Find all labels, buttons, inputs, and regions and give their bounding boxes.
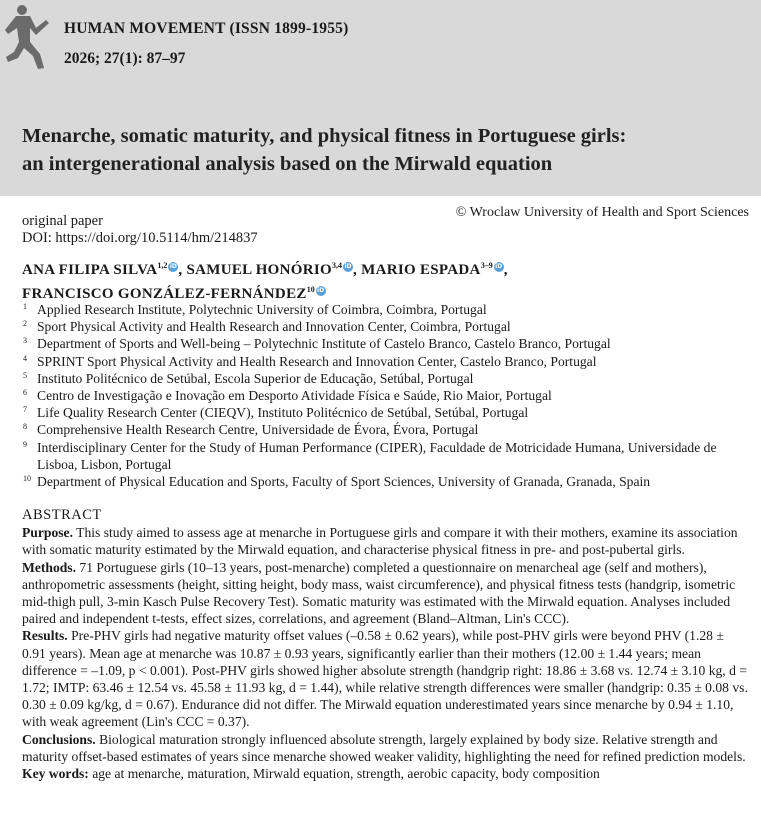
author-name: FRANCISCO GONZÁLEZ-FERNÁNDEZ xyxy=(22,286,307,302)
affiliation-text: Comprehensive Health Research Centre, Universidade de Évora, Évora, Portugal xyxy=(37,422,479,438)
affiliation-text: Interdisciplinary Center for the Study of Human Performance (CIPER), Faculdade de Motricidade Humana, Universidade de Lisboa, Lisbon, Portugal xyxy=(37,439,717,472)
affiliation-number: 4 xyxy=(23,353,27,363)
affiliation-number: 10 xyxy=(23,474,31,484)
affiliation-number: 2 xyxy=(23,319,27,329)
results-label: Results. xyxy=(22,628,68,644)
author-separator: , xyxy=(353,262,362,278)
methods-text: 71 Portuguese girls (10–13 years, post-menarche) completed a questionnaire on menarcheal age (self and mothers), anthropometric assessments (height, sitting height, body mass, waist circumference), and physical fitness tests (handgrip, isometric mid-thigh pull, 3-min Kasch Pulse Recovery Test). Somatic maturity was estimated with the Mirwald equation. Analyses included paired and independent t-tests, effect sizes, correlations, and agreement (Bland–Altman, Lin's CCC). xyxy=(22,559,736,627)
abstract-purpose xyxy=(22,524,749,558)
conclusions-label: Conclusions. xyxy=(22,731,96,747)
orcid-icon[interactable]: iD xyxy=(169,263,177,270)
affiliation-text: Department of Sports and Well-being – Polytechnic Institute of Castelo Branco, Castelo Branco, Portugal xyxy=(37,336,611,352)
affiliation-number: 8 xyxy=(23,422,27,432)
author-affiliation-ref: 1,2 xyxy=(157,261,168,270)
affiliation-text: Centro de Investigação e Inovação em Desporto Atividade Física e Saúde, Rio Maior, Portugal xyxy=(37,388,552,404)
affiliation-item xyxy=(22,353,742,370)
doi-link[interactable]: DOI: https://doi.org/10.5114/hm/214837 xyxy=(22,230,258,246)
affiliation-text: Life Quality Research Center (CIEQV), Instituto Politécnico de Setúbal, Setúbal, Portugal xyxy=(37,405,529,421)
affiliation-item xyxy=(22,387,742,404)
keywords-label: Key words: xyxy=(22,766,89,782)
abstract-section xyxy=(22,507,749,782)
article-title-line-1: Menarche, somatic maturity, and physical fitness in Portuguese girls: xyxy=(22,125,627,147)
article-title xyxy=(22,122,742,178)
affiliation-item xyxy=(22,404,742,421)
affiliation-number: 5 xyxy=(23,370,27,380)
abstract-results xyxy=(22,627,749,730)
orcid-icon[interactable]: iD xyxy=(317,287,325,294)
orcid-icon[interactable]: iD xyxy=(495,263,503,270)
affiliation-text: Sport Physical Activity and Health Research and Innovation Center, Coimbra, Portugal xyxy=(37,319,511,335)
affiliation-item xyxy=(22,473,742,490)
author-list xyxy=(22,256,742,304)
author-separator: , xyxy=(178,262,187,278)
affiliation-text: Applied Research Institute, Polytechnic University of Coimbra, Coimbra, Portugal xyxy=(37,302,487,317)
author-separator: , xyxy=(503,262,508,278)
author-name: SAMUEL HONÓRIO xyxy=(186,262,332,278)
results-text: Pre-PHV girls had negative maturity offset values (–0.58 ± 0.62 years), while post-PHV girls were beyond PHV (1.28 ± 0.91 years). Mean age at menarche was 10.87 ± 0.93 years, significantly earlier than their mothers (12.00 ± 1.44 years; mean difference = –1.09, p < 0.001). Post-PHV girls showed higher absolute strength (handgrip right: 18.86 ± 3.68 vs. 12.74 ± 3.10 kg, d = 1.72; IMTP: 63.46 ± 12.54 vs. 45.58 ± 11.93 kg, d = 1.44), while relative strength differences were smaller (handgrip: 0.35 ± 0.08 vs. 0.30 ± 0.09 kg/kg, d = 0.67). Endurance did not differ. The Mirwald equation underestimated years since menarche by 0.94 ± 1.10, with weak agreement (Lin's CCC = 0.37). xyxy=(22,628,748,730)
affiliation-text: SPRINT Sport Physical Activity and Health Research and Innovation Center, Castelo Branco, Portugal xyxy=(37,353,597,369)
journal-name: HUMAN MOVEMENT (ISSN 1899-1955) xyxy=(64,20,349,37)
abstract-keywords xyxy=(22,765,749,782)
copyright-notice: © Wroclaw University of Health and Sport Sciences xyxy=(455,205,749,220)
methods-label: Methods. xyxy=(22,559,76,575)
affiliation-number: 7 xyxy=(23,405,27,415)
article-title-line-2: an intergenerational analysis based on the Mirwald equation xyxy=(22,153,553,175)
orcid-icon[interactable]: iD xyxy=(344,263,352,270)
author-name: MARIO ESPADA xyxy=(361,262,481,278)
affiliation-item xyxy=(22,421,742,438)
affiliation-item xyxy=(22,318,742,335)
affiliation-number: 3 xyxy=(23,336,27,346)
journal-header xyxy=(0,0,761,196)
affiliation-item xyxy=(22,370,742,387)
purpose-label: Purpose. xyxy=(22,525,73,541)
affiliation-number: 1 xyxy=(23,302,27,311)
author-name: ANA FILIPA SILVA xyxy=(22,262,158,278)
affiliation-item xyxy=(22,335,742,352)
affiliation-item xyxy=(22,439,742,473)
abstract-methods xyxy=(22,559,749,628)
affiliation-text: Instituto Politécnico de Setúbal, Escola Superior de Educação, Setúbal, Portugal xyxy=(37,370,474,386)
abstract-conclusions xyxy=(22,731,749,765)
journal-issue: 2026; 27(1): 87–97 xyxy=(64,50,186,67)
author-affiliation-ref: 3,4 xyxy=(332,261,342,270)
paper-type: original paper xyxy=(22,213,103,229)
keywords-text: age at menarche, maturation, Mirwald equation, strength, aerobic capacity, body composition xyxy=(88,766,600,782)
author-affiliation-ref: 10 xyxy=(306,285,315,294)
affiliation-number: 6 xyxy=(23,388,27,398)
author-affiliation-ref: 3–9 xyxy=(480,261,493,270)
conclusions-text: Biological maturation strongly influenced absolute strength, largely explained by body size. Relative strength and maturity offset-based estimates of years since menarche showed weaker validity, highlighting the need for refined prediction models. xyxy=(22,731,746,764)
affiliation-list xyxy=(22,301,742,490)
purpose-text: This study aimed to assess age at menarche in Portuguese girls and compare it with their mothers, examine its association with somatic maturity estimated by the Mirwald equation, and characterise physical fitness in pre- and post-pubertal girls. xyxy=(22,525,738,558)
affiliation-item xyxy=(22,301,742,318)
abstract-heading: ABSTRACT xyxy=(22,507,102,523)
affiliation-text: Department of Physical Education and Sports, Faculty of Sport Sciences, University of Granada, Granada, Spain xyxy=(37,474,651,490)
affiliation-number: 9 xyxy=(23,439,27,449)
journal-logo-figure-icon xyxy=(2,2,54,72)
